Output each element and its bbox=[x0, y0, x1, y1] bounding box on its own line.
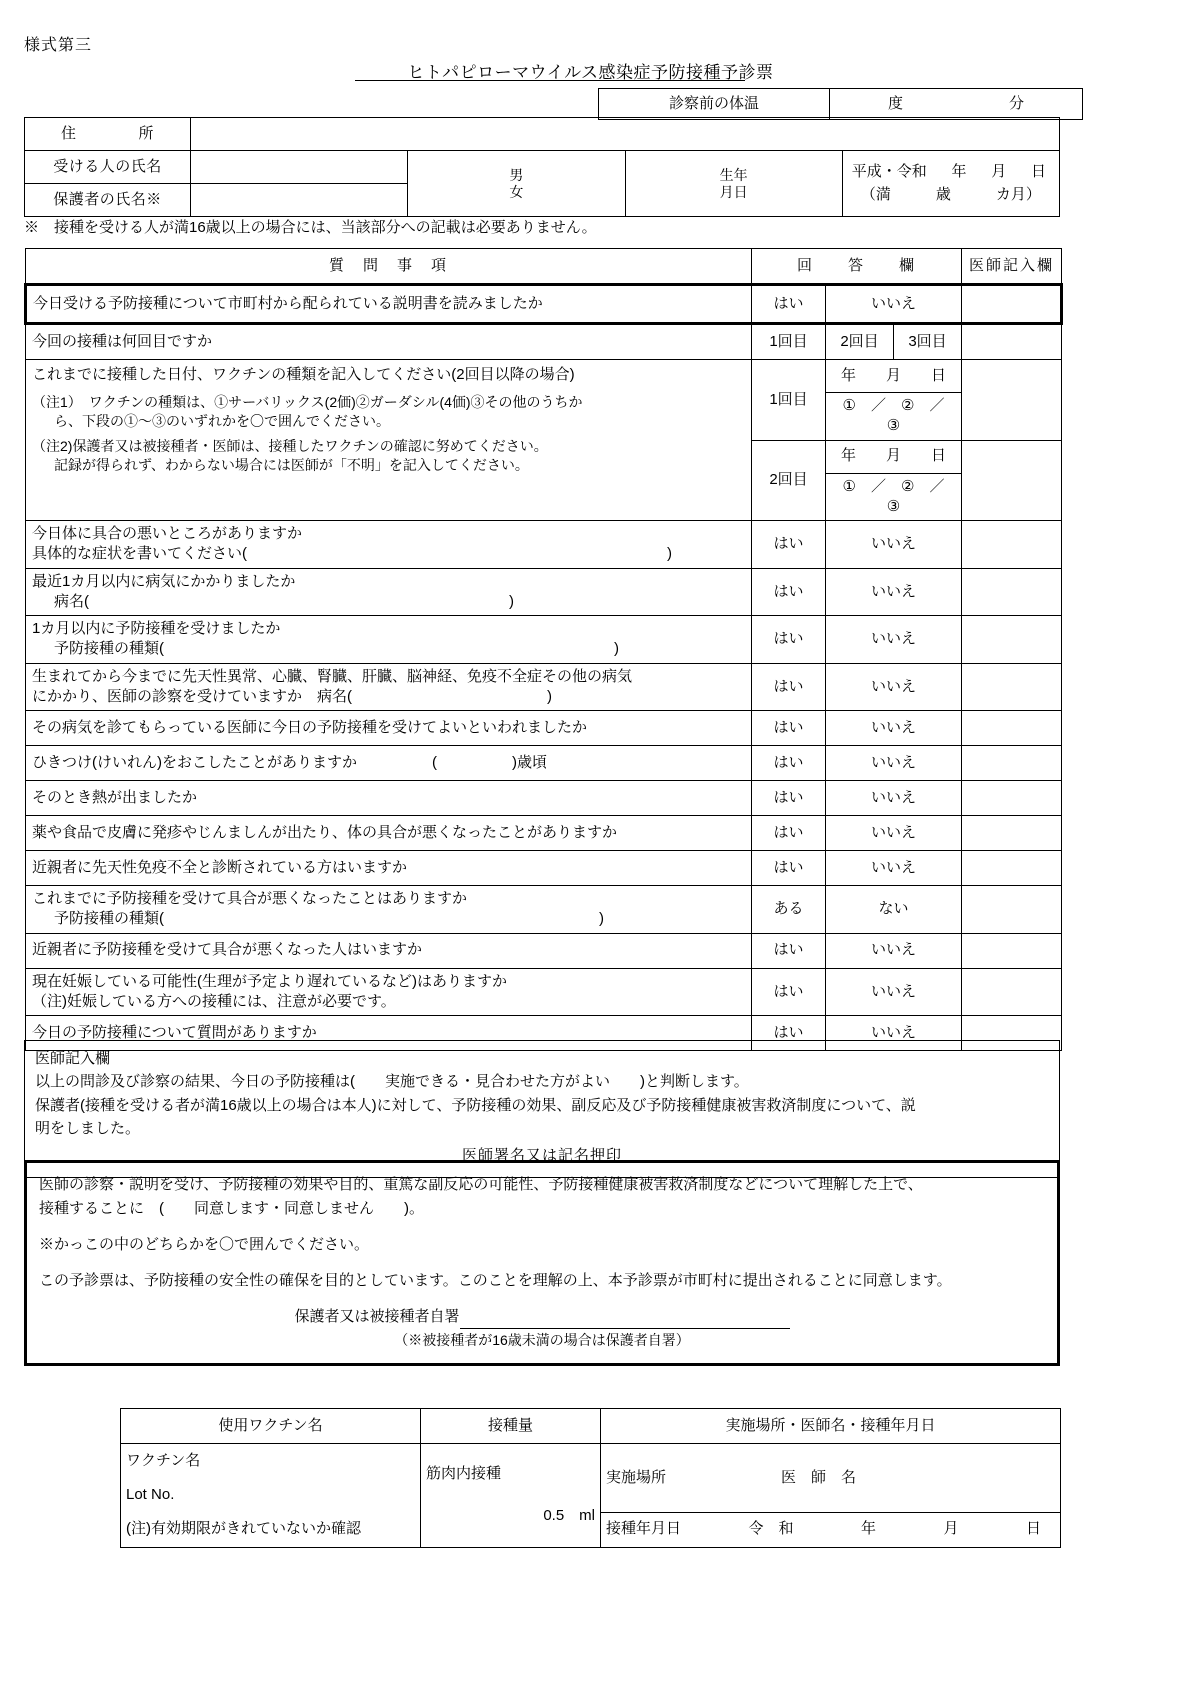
consent-signature-line[interactable] bbox=[460, 1310, 790, 1329]
question-text: その病気を診てもらっている医師に今日の予防接種を受けてよいといわれましたか bbox=[26, 711, 752, 746]
doctor-signature-label[interactable]: 医師署名又は記名押印 bbox=[461, 1147, 622, 1164]
form-number: 様式第三 bbox=[24, 37, 93, 54]
question-text: 今日の予防接種について質問がありますか bbox=[26, 1016, 752, 1051]
question-text: 今日体に具合の悪いところがありますか bbox=[32, 525, 303, 542]
doctor-note-cell[interactable] bbox=[962, 816, 1062, 851]
answer-yes[interactable]: はい bbox=[752, 285, 826, 324]
page-title: ヒトパピローマウイルス感染症予防接種予診票 bbox=[407, 63, 774, 82]
birth-age: （満 歳 カ月） bbox=[860, 185, 1041, 203]
answer-no[interactable]: いいえ bbox=[826, 933, 962, 968]
answer-no[interactable]: いいえ bbox=[826, 521, 962, 569]
answer-yes[interactable]: はい bbox=[752, 968, 826, 1016]
consent-instruction: ※かっこの中のどちらかを〇で囲んでください。 bbox=[39, 1236, 370, 1253]
question-text: これまでに予防接種を受けて具合が悪くなったことはありますか bbox=[32, 890, 468, 907]
consent-signature-label: 保護者又は被接種者自署 bbox=[294, 1308, 460, 1325]
table-row bbox=[26, 616, 1062, 664]
doctor-explanation-line2: 明をしました。 bbox=[35, 1119, 141, 1137]
doctor-explanation-line1: 保護者(接種を受ける者が満16歳以上の場合は本人)に対して、予防接種の効果、副反応及び予防接種健康被害救済制度について、説 bbox=[35, 1096, 916, 1114]
doctor-note-cell[interactable] bbox=[962, 746, 1062, 781]
vaccination-date-label: 接種年月日 bbox=[606, 1520, 682, 1538]
consent-line-2[interactable]: 接種することに ( 同意します・同意しません )。 bbox=[39, 1200, 424, 1217]
dose-method: 筋肉内接種 bbox=[426, 1465, 502, 1482]
sex-cell[interactable] bbox=[408, 151, 625, 217]
vaccine-expiry-note: (注)有効期限がきれていないか確認 bbox=[121, 1512, 421, 1547]
consent-signature-note: （※被接種者が16歳未満の場合は保護者自署） bbox=[394, 1332, 690, 1348]
answer-yes[interactable]: はい bbox=[752, 663, 826, 711]
question-text: 薬や食品で皮膚に発疹やじんましんが出たり、体の具合が悪くなったことがありますか bbox=[26, 816, 752, 851]
guardian-name-label: 保護者の氏名※ bbox=[25, 184, 191, 217]
doctor-note-cell[interactable] bbox=[962, 521, 1062, 569]
table-row bbox=[26, 886, 1062, 934]
vaccine-header-row bbox=[121, 1409, 1061, 1444]
dose2-date-input[interactable]: 年 月 日 bbox=[826, 440, 962, 473]
table-row bbox=[26, 568, 1062, 616]
question-cell bbox=[26, 968, 752, 1016]
recipient-name-label: 受ける人の氏名 bbox=[25, 151, 191, 184]
table-row bbox=[26, 324, 1062, 360]
answer-no[interactable]: いいえ bbox=[826, 663, 962, 711]
table-row bbox=[26, 933, 1062, 968]
vaccination-date-cell[interactable] bbox=[601, 1512, 1061, 1547]
doctor-note-cell[interactable] bbox=[962, 886, 1062, 934]
question-subtext[interactable]: 病名( ) bbox=[54, 592, 514, 610]
question-text: 現在妊娠している可能性(生理が予定より遅れているなど)はありますか bbox=[32, 972, 507, 990]
answer-no[interactable]: いいえ bbox=[826, 851, 962, 886]
doctor-note-cell[interactable] bbox=[962, 968, 1062, 1016]
birth-day: 日 bbox=[1030, 163, 1046, 181]
question-note1-line1: （注1） ワクチンの種類は、①サーバリックス(2価)②ガーダシル(4価)③その他のうちか bbox=[32, 394, 583, 411]
sex-female-label: 女 bbox=[509, 183, 524, 200]
birth-label-month-day: 月日 bbox=[719, 183, 748, 200]
doctor-note-cell[interactable] bbox=[962, 933, 1062, 968]
answer-no[interactable]: いいえ bbox=[826, 781, 962, 816]
doctor-judgement-line[interactable]: 以上の問診及び診察の結果、今日の予防接種は( 実施できる・見合わせた方がよい )と判断します。 bbox=[35, 1073, 749, 1091]
birth-year: 年 bbox=[951, 163, 967, 181]
birth-era: 平成・令和 bbox=[851, 163, 927, 181]
dose1-type-input[interactable]: ① ／ ② ／ ③ bbox=[826, 393, 962, 441]
question-cell bbox=[26, 663, 752, 711]
answer-no[interactable]: いいえ bbox=[826, 816, 962, 851]
answer-no[interactable]: いいえ bbox=[826, 1016, 962, 1051]
answer-no[interactable]: いいえ bbox=[826, 746, 962, 781]
temperature-label: 診察前の体温 bbox=[599, 89, 830, 120]
answer-yes[interactable]: はい bbox=[752, 568, 826, 616]
doctor-note-cell[interactable] bbox=[962, 324, 1062, 360]
question-text: 近親者に予防接種を受けて具合が悪くなった人はいますか bbox=[26, 933, 752, 968]
doctor-note-cell[interactable] bbox=[962, 781, 1062, 816]
questionnaire-header-row bbox=[26, 249, 1062, 285]
table-row bbox=[26, 816, 1062, 851]
sex-male-label: 男 bbox=[509, 167, 524, 184]
doctor-entry-block bbox=[24, 1040, 1060, 1178]
question-text: ひきつけ(けいれん)をおこしたことがありますか ( )歳頃 bbox=[26, 746, 752, 781]
doctor-note-cell[interactable] bbox=[962, 711, 1062, 746]
header-answer: 回 答 欄 bbox=[752, 249, 962, 285]
birthdate-input-cell[interactable] bbox=[842, 151, 1059, 217]
table-row bbox=[26, 851, 1062, 886]
question-text: 今回の接種は何回目ですか bbox=[26, 324, 752, 360]
vaccine-lot-input[interactable]: Lot No. bbox=[121, 1478, 421, 1512]
questionnaire-table bbox=[24, 248, 1063, 1051]
doctor-note-cell[interactable] bbox=[962, 285, 1062, 324]
answer-dose-3[interactable]: 3回目 bbox=[894, 324, 962, 360]
dose2-type-input[interactable]: ① ／ ② ／ ③ bbox=[826, 473, 962, 521]
table-row bbox=[26, 360, 1062, 393]
doctor-note-cell[interactable] bbox=[962, 851, 1062, 886]
recipient-name-input[interactable] bbox=[191, 151, 408, 184]
question-text: 生まれてから今までに先天性異常、心臓、腎臓、肝臓、脳神経、免疫不全症その他の病気 bbox=[32, 667, 633, 685]
answer-yes[interactable]: はい bbox=[752, 1016, 826, 1051]
doctor-note-cell[interactable] bbox=[962, 663, 1062, 711]
consent-paragraph-2: この予診票は、予防接種の安全性の確保を目的としています。このことを理解の上、本予診票が市町村に提出されることに同意します。 bbox=[39, 1272, 952, 1289]
temperature-minute-unit: 分 bbox=[1008, 94, 1024, 112]
consent-paragraph-1 bbox=[39, 1173, 1045, 1221]
question-note2-line1: （注2)保護者又は被接種者・医師は、接種したワクチンの確認に努めてください。 bbox=[32, 438, 548, 455]
question-cell bbox=[26, 616, 752, 664]
table-row bbox=[26, 663, 1062, 711]
dose2-label: 2回目 bbox=[752, 440, 826, 521]
question-text-line2[interactable]: にかかり、医師の診察を受けていますか 病名( ) bbox=[32, 687, 552, 705]
answer-no[interactable]: いいえ bbox=[826, 711, 962, 746]
vaccine-place-header: 実施場所・医師名・接種年月日 bbox=[601, 1409, 1061, 1444]
dose-amount: 0.5 ml bbox=[543, 1507, 595, 1525]
answer-yes[interactable]: はい bbox=[752, 711, 826, 746]
temperature-value-cell[interactable] bbox=[830, 89, 1083, 120]
vaccine-name-header: 使用ワクチン名 bbox=[121, 1409, 421, 1444]
guardian-name-input[interactable] bbox=[191, 184, 408, 217]
question-text: 近親者に先天性免疫不全と診断されている方はいますか bbox=[26, 851, 752, 886]
table-row bbox=[26, 711, 1062, 746]
consent-signature-row[interactable] bbox=[39, 1305, 1045, 1329]
question-text: そのとき熱が出ましたか bbox=[26, 781, 752, 816]
address-label: 住 所 bbox=[25, 118, 191, 151]
doctor-note-cell[interactable] bbox=[962, 568, 1062, 616]
note-16-years: ※ 接種を受ける人が満16歳以上の場合には、当該部分への記載は必要ありません。 bbox=[24, 219, 597, 236]
table-row bbox=[121, 1444, 1061, 1479]
table-row bbox=[26, 285, 1062, 324]
birth-month: 月 bbox=[991, 163, 1007, 181]
question-cell bbox=[26, 886, 752, 934]
question-text: 今日受ける予防接種について市町村から配られている説明書を読みましたか bbox=[26, 285, 752, 324]
vaccination-date-month: 月 bbox=[943, 1520, 959, 1538]
doctor-name-label: 医 師 名 bbox=[781, 1468, 857, 1486]
answer-no[interactable]: いいえ bbox=[826, 616, 962, 664]
doctor-note-cell[interactable] bbox=[962, 360, 1062, 441]
question-previous-vaccination bbox=[26, 360, 752, 521]
birth-label-year: 生年 bbox=[719, 167, 748, 184]
vaccine-dose-cell[interactable] bbox=[421, 1444, 601, 1548]
answer-yes[interactable]: はい bbox=[752, 521, 826, 569]
vaccine-dose-header: 接種量 bbox=[421, 1409, 601, 1444]
answer-no[interactable]: いいえ bbox=[826, 568, 962, 616]
header-question: 質 問 事 項 bbox=[26, 249, 752, 285]
vaccination-date-year: 年 bbox=[860, 1520, 876, 1538]
question-note1-line2: ら、下段の①〜③のいずれかを〇で囲んでください。 bbox=[54, 413, 390, 430]
answer-no[interactable]: いいえ bbox=[826, 968, 962, 1016]
question-note2-line2: 記録が得られず、わからない場合には医師が「不明」を記入してください。 bbox=[54, 456, 529, 473]
temperature-table bbox=[598, 88, 1083, 120]
question-subtext[interactable]: 予防接種の種類( ) bbox=[54, 640, 619, 658]
answer-yes[interactable]: はい bbox=[752, 933, 826, 968]
consent-block bbox=[24, 1160, 1060, 1366]
address-input[interactable] bbox=[191, 118, 1060, 151]
table-row bbox=[26, 968, 1062, 1016]
question-subtext[interactable]: 予防接種の種類( ) bbox=[54, 910, 604, 928]
answer-yes[interactable]: ある bbox=[752, 886, 826, 934]
answer-no[interactable]: ない bbox=[826, 886, 962, 934]
identity-table bbox=[24, 117, 1060, 217]
question-cell bbox=[26, 521, 752, 569]
answer-yes[interactable]: はい bbox=[752, 781, 826, 816]
question-subtext[interactable]: 具体的な症状を書いてください( ) bbox=[32, 545, 672, 563]
doctor-block-heading: 医師記入欄 bbox=[35, 1050, 111, 1067]
birthdate-label-cell bbox=[625, 151, 842, 217]
answer-yes[interactable]: はい bbox=[752, 851, 826, 886]
answer-dose-2[interactable]: 2回目 bbox=[826, 324, 894, 360]
answer-yes[interactable]: はい bbox=[752, 616, 826, 664]
question-cell bbox=[26, 568, 752, 616]
question-text: これまでに接種した日付、ワクチンの種類を記入してください(2回目以降の場合) bbox=[32, 366, 575, 383]
table-row bbox=[26, 521, 1062, 569]
answer-no[interactable]: いいえ bbox=[826, 285, 962, 324]
place-label: 実施場所 bbox=[606, 1468, 667, 1486]
answer-yes[interactable]: はい bbox=[752, 816, 826, 851]
dose1-date-input[interactable]: 年 月 日 bbox=[826, 360, 962, 393]
table-row bbox=[26, 746, 1062, 781]
title-underline bbox=[355, 80, 745, 81]
vaccine-record-table bbox=[120, 1408, 1061, 1548]
vaccine-name-input[interactable]: ワクチン名 bbox=[121, 1444, 421, 1479]
answer-dose-1[interactable]: 1回目 bbox=[752, 324, 826, 360]
dose1-label: 1回目 bbox=[752, 360, 826, 441]
header-doctor: 医師記入欄 bbox=[962, 249, 1062, 285]
question-text: 最近1カ月以内に病気にかかりましたか bbox=[32, 572, 296, 590]
temperature-degree-unit: 度 bbox=[887, 94, 903, 112]
vaccination-date-day: 日 bbox=[1025, 1520, 1041, 1538]
table-row bbox=[26, 781, 1062, 816]
vaccination-date-era: 令 和 bbox=[748, 1520, 794, 1538]
doctor-note-cell[interactable] bbox=[962, 440, 1062, 521]
question-text: 1カ月以内に予防接種を受けましたか bbox=[32, 620, 281, 637]
vaccine-place-doctor-cell[interactable] bbox=[601, 1444, 1061, 1513]
doctor-note-cell[interactable] bbox=[962, 616, 1062, 664]
question-subtext: （注)妊娠している方への接種には、注意が必要です。 bbox=[32, 992, 396, 1010]
answer-yes[interactable]: はい bbox=[752, 746, 826, 781]
consent-line-1: 医師の診察・説明を受け、予防接種の効果や目的、重篤な副反応の可能性、予防接種健康被害救済制度などについて理解した上で、 bbox=[39, 1176, 923, 1193]
